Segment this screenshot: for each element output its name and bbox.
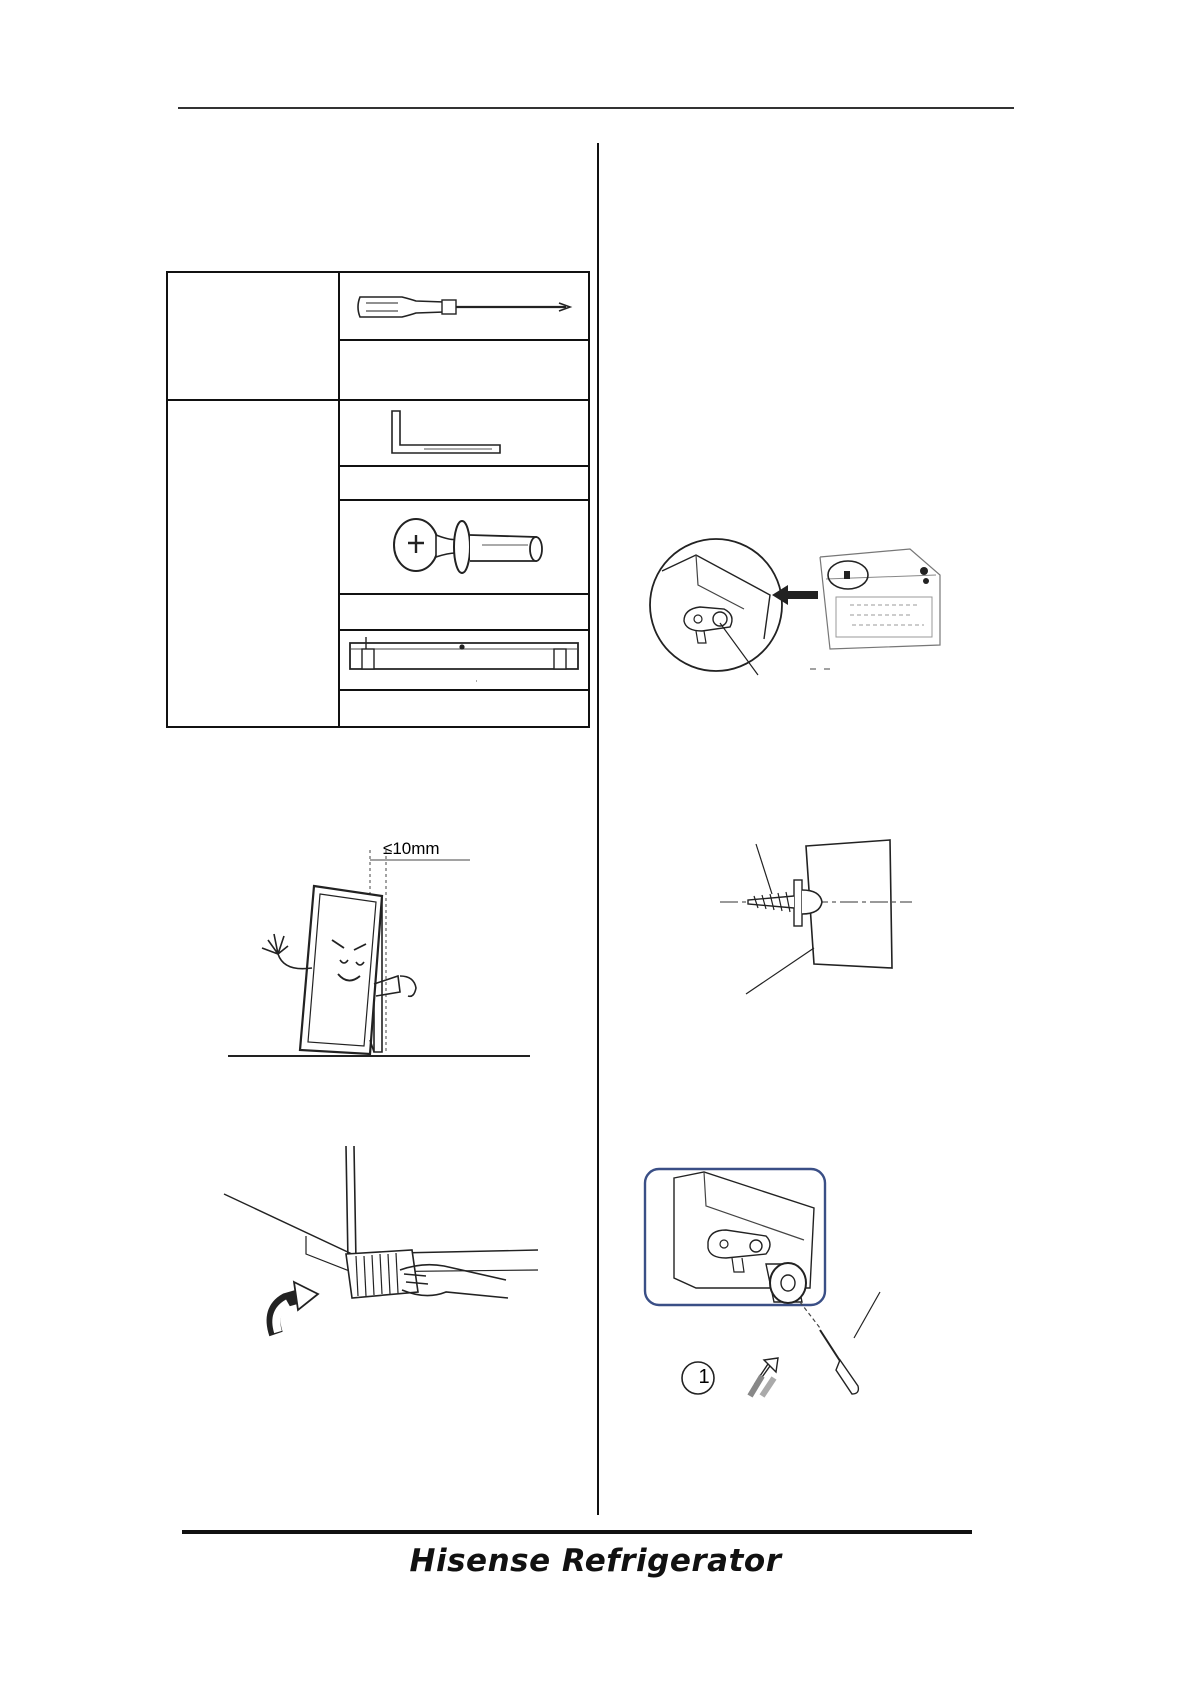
footer-brand: Hisense Refrigerator (409, 1543, 782, 1579)
door-gap-figure (224, 836, 534, 1060)
foot-adjust-figure (222, 1142, 538, 1338)
screwdriver-icon (354, 285, 576, 329)
screw-stopper-icon (386, 507, 556, 587)
hinge-detail-figure (640, 535, 940, 675)
door-gap-measure-label: ≤10mm (383, 839, 440, 858)
table-cell-divider (340, 339, 588, 341)
step-number: 1 (698, 1366, 710, 1388)
header-rule (178, 107, 1014, 109)
table-cell-divider (340, 499, 588, 501)
screw-panel-figure (718, 836, 912, 1002)
bracket-icon (346, 635, 582, 685)
table-cell-divider (340, 465, 588, 467)
allen-key-icon (388, 409, 508, 459)
table-cell-divider (340, 689, 588, 691)
column-divider (597, 143, 599, 1515)
stopper-install-figure (644, 1168, 896, 1408)
table-cell-divider (340, 629, 588, 631)
footer-rule (182, 1530, 972, 1534)
tools-table (166, 271, 590, 728)
table-cell-divider (340, 593, 588, 595)
table-row-divider (168, 399, 588, 401)
